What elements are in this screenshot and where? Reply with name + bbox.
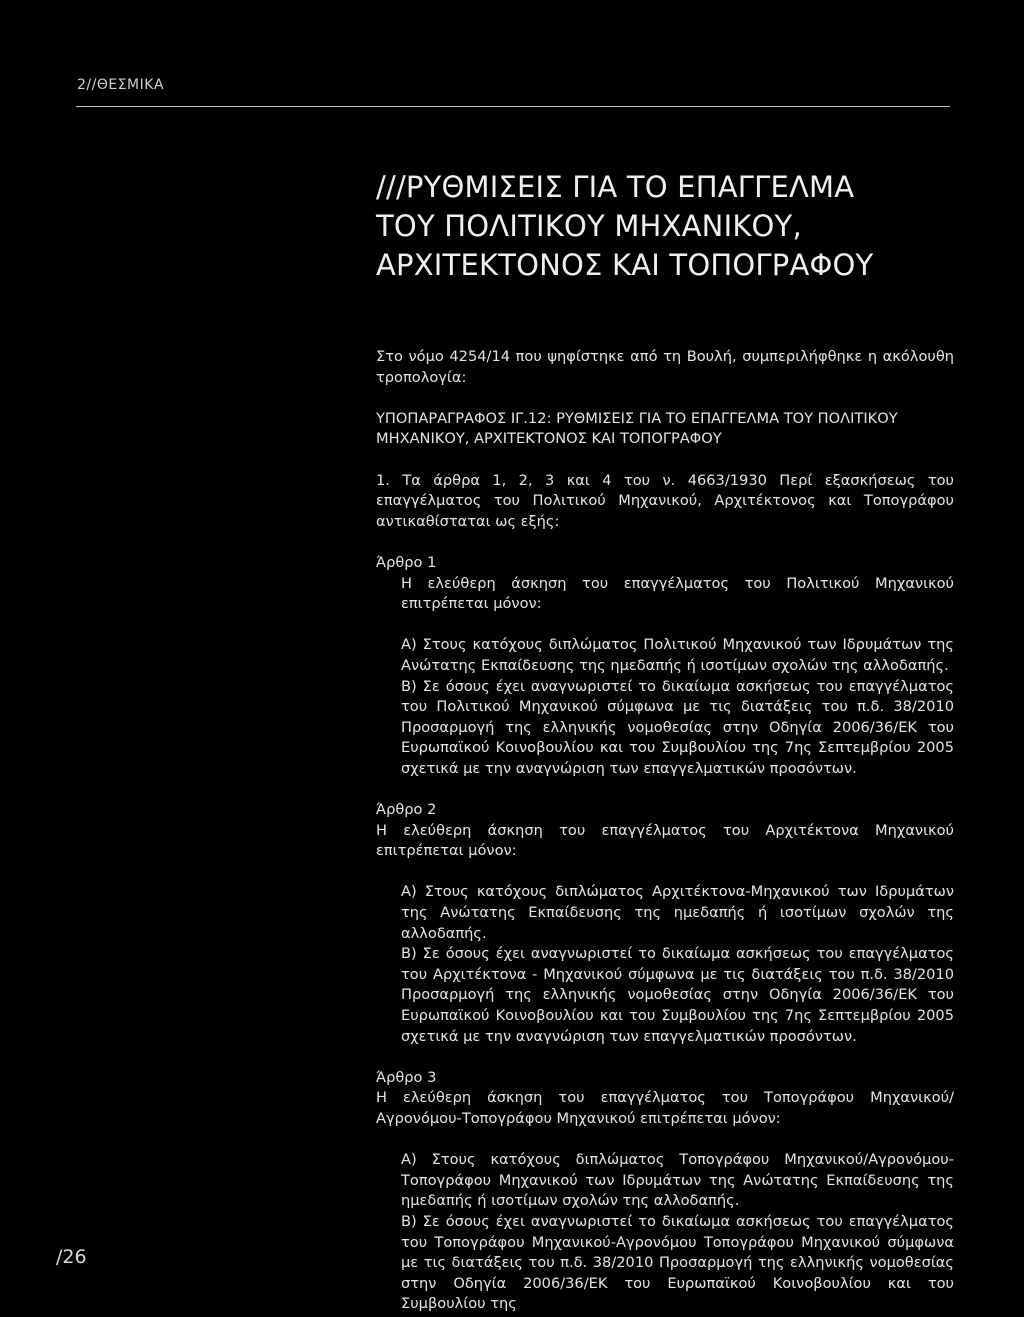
article-2-point-b: Β) Σε όσους έχει αναγνωριστεί το δικαίωμα ασκήσεως του επαγγέλματος του Αρχιτέκτονα - Μηχανικού σύμφωνα με τις διατάξεις του π.δ. 38/2010 Προσαρμογή της ελληνικής νομοθεσίας στην Οδηγία 2006/36/ΕΚ του Ευρωπαϊκού Κοινοβουλίου και του Συμβουλίου της 7ης Σεπτεμβρίου 2005 σχετικά με την αναγνώριση των επαγγελματικών προσόντων. (401, 945, 954, 1045)
article-3-heading: Άρθρο 3 (376, 1068, 437, 1086)
article-2-point-a: Α) Στους κατόχους διπλώματος Αρχιτέκτονα-Μηχανικού των Ιδρυμάτων της Ανώτατης Εκπαίδευσης της ημεδαπής ή ισοτίμων σχολών της αλλοδαπής. (401, 883, 954, 942)
article-2-intro: Η ελεύθερη άσκηση του επαγγέλματος του Αρχιτέκτονα Μηχανικού επιτρέπεται μόνον: (376, 821, 954, 860)
article-body (376, 347, 954, 1315)
intro-paragraph: Στο νόμο 4254/14 που ψηφίστηκε από τη Βουλή, συμπεριλήφθηκε η ακόλουθη τροπολογία: (376, 348, 954, 386)
article-3-point-a: Α) Στους κατόχους διπλώματος Τοπογράφου Μηχανικού/Αγρονόμου-Τοπογράφου Μηχανικού των Ιδρυμάτων της Ανώτατης Εκπαίδευσης της ημεδαπής ή ισοτίμων σχολών της αλλοδαπής. (401, 1151, 954, 1210)
title-line-2: ΤΟΥ ΠΟΛΙΤΙΚΟΥ ΜΗΧΑΝΙΚΟΥ, (376, 209, 802, 243)
article-2-heading: Άρθρο 2 (376, 801, 437, 819)
title-line-3: ΑΡΧΙΤΕΚΤΟΝΟΣ ΚΑΙ ΤΟΠΟΓΡΑΦΟΥ (376, 248, 874, 282)
title-line-1: ///ΡΥΘΜΙΣΕΙΣ ΓΙΑ ΤΟ ΕΠΑΓΓΕΛΜΑ (376, 170, 855, 204)
subparagraph-heading: ΥΠΟΠΑΡΑΓΡΑΦΟΣ ΙΓ.12: ΡΥΘΜΙΣΕΙΣ ΓΙΑ ΤΟ ΕΠΑΓΓΕΛΜΑ ΤΟΥ ΠΟΛΙΤΙΚΟΥ ΜΗΧΑΝΙΚΟΥ, ΑΡΧΙΤΕΚΤΟΝΟΣ ΚΑΙ ΤΟΠΟΓΡΑΦΟΥ (376, 409, 898, 448)
page-number: /26 (56, 1246, 87, 1268)
article-1-heading: Άρθρο 1 (376, 553, 437, 571)
section-label: 2//ΘΕΣΜΙΚΑ (77, 77, 165, 93)
item-1-paragraph: 1. Τα άρθρα 1, 2, 3 και 4 του ν. 4663/1930 Περί εξασκήσεως του επαγγέλματος του Πολιτικού Μηχανικού, Αρχιτέκτονος και Τοπογράφου αντικαθίσταται ως εξής: (376, 471, 954, 530)
article-1-point-a: Α) Στους κατόχους διπλώματος Πολιτικού Μηχανικού των Ιδρυμάτων της Ανώτατης Εκπαίδευσης της ημεδαπής ή ισοτίμων σχολών της αλλοδαπής. (401, 636, 954, 674)
header-divider (76, 106, 950, 107)
article-3-intro: Η ελεύθερη άσκηση του επαγγέλματος του Τοπογράφου Μηχανικού/Αγρονόμου-Τοπογράφου Μηχανικού επιτρέπεται μόνον: (376, 1089, 954, 1127)
article-3-point-b: Β) Σε όσους έχει αναγνωριστεί το δικαίωμα ασκήσεως του επαγγέλματος του Τοπογράφου Μηχανικού-Αγρονόμου Τοπογράφου Μηχανικού σύμφωνα με τις διατάξεις του π.δ. 38/2010 Προσαρμογή της ελληνικής νομοθεσίας στην Οδηγία 2006/36/ΕΚ του Ευρωπαϊκού Κοινοβουλίου και του Συμβουλίου της (401, 1212, 954, 1313)
article-1-intro: Η ελεύθερη άσκηση του επαγγέλματος του Πολιτικού Μηχανικού επιτρέπεται μόνον: (401, 574, 954, 613)
article-title (376, 168, 936, 285)
article-1-point-b: Β) Σε όσους έχει αναγνωριστεί το δικαίωμα ασκήσεως του επαγγέλματος του Πολιτικού Μηχανικού σύμφωνα με τις διατάξεις του π.δ. 38/2010 Προσαρμογή της ελληνικής νομοθεσίας στην Οδηγία 2006/36/ΕΚ του Ευρωπαϊκού Κοινοβουλίου και του Συμβουλίου της 7ης Σεπτεμβρίου 2005 σχετικά με την αναγνώριση των επαγγελματικών προσόντων. (401, 677, 954, 777)
